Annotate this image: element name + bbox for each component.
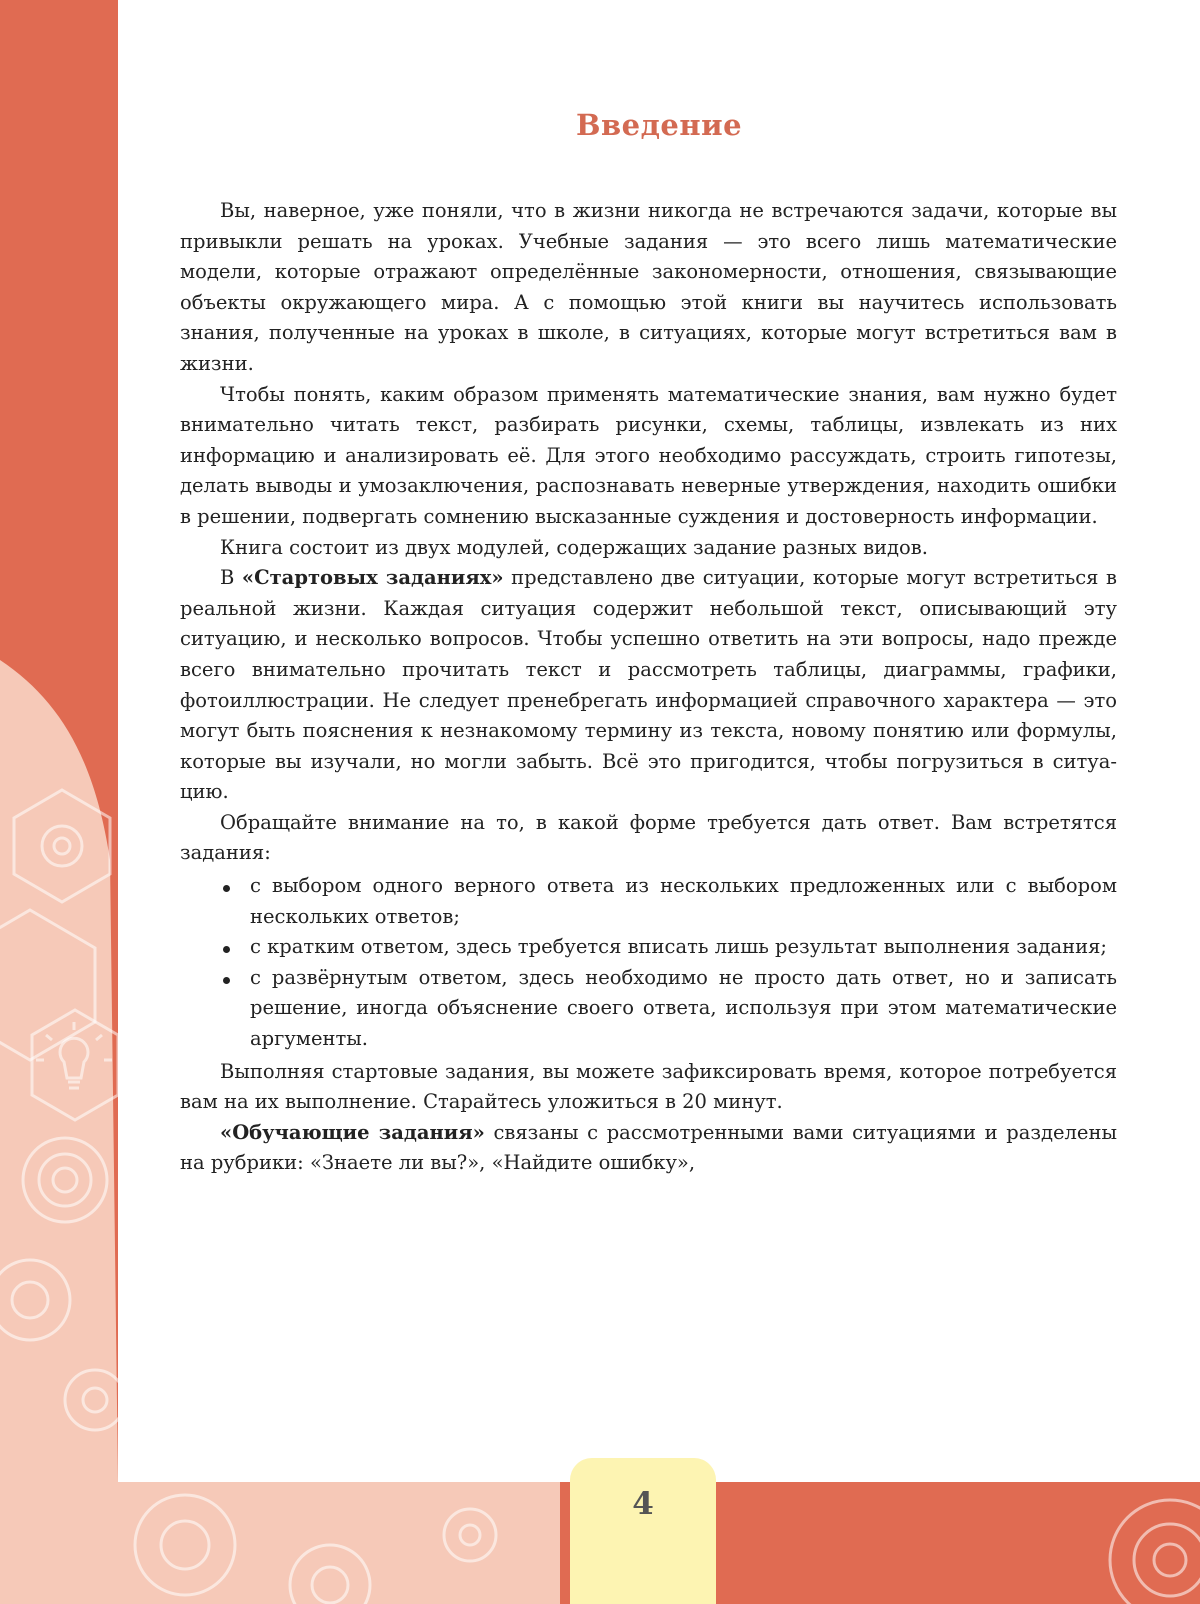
- paragraph-lead: В: [220, 566, 242, 590]
- gear-icon: [1134, 1524, 1200, 1596]
- paragraph: Книга состоит из двух модулей, содержащих задание разных видов.: [220, 535, 928, 559]
- task-types-list: [180, 871, 1117, 1055]
- page-number-tab: [570, 1458, 716, 1604]
- page-title: Введение: [575, 108, 743, 142]
- list-item: с развёрнутым ответом, здесь необходимо не просто дать ответ, но и записать решение, иногда объяснение своего ответа, используя при этом математические аргументы.: [180, 963, 1117, 1055]
- paragraph-text: связаны с рассмотренными вами ситуациями и разделены на рубрики: «Знаете ли вы?», «Найдите ошибку»,: [180, 1120, 1117, 1175]
- bold-term: «Стартовых заданиях»: [241, 566, 504, 590]
- bold-term: «Обучающие задания»: [220, 1120, 485, 1144]
- paragraph: [180, 1118, 1117, 1179]
- paragraph: Чтобы понять, каким образом применять математические знания, вам нужно будет внимательно читать текст, разбирать рисунки, схемы, таблицы, извлекать из них информацию и анализировать её. Для этого необходимо рассуждать, строить гипотезы, делать выводы и умозаключения, распознавать неверные утверждения, находить ошибки в решении, подвергать сомнению высказанные суждения и достоверность информации.: [180, 382, 1117, 528]
- paragraph: Обращайте внимание на то, в какой форме требуется дать ответ. Вам встретятся задания:: [180, 810, 1117, 865]
- list-item: с выбором одного верного ответа из нескольких предложенных или с выбором нескольких ответов;: [180, 871, 1117, 932]
- paragraph: [180, 563, 1117, 808]
- gear-icon: [1154, 1544, 1186, 1576]
- page-number: 4: [632, 1486, 654, 1522]
- body-text: [180, 196, 1117, 1179]
- paragraph: Вы, наверное, уже поняли, что в жизни никогда не встречаются задачи, которые вы привыкли решать на уроках. Учебные задания — это всего лишь математические модели, которые отражают определённые закономерности, отношения, связывающие объекты окружающего мира. А с помощью этой книги вы научитесь использовать знания, полученные на уроках в школе, в ситуациях, которые могут встретиться вам в жизни.: [180, 199, 1117, 375]
- list-item: с кратким ответом, здесь требуется вписать лишь результат выполнения задания;: [180, 932, 1117, 963]
- paragraph: Выполняя стартовые задания, вы можете зафиксировать время, которое потребуется вам на их выполнение. Старайтесь уложиться в 20 минут.: [180, 1059, 1117, 1114]
- paragraph-text: представлено две ситуации, которые могут встретиться в реальной жизни. Каждая ситуация содержит небольшой текст, описывающий эту ситуацию, и несколько вопросов. Чтобы успешно ответить на эти вопросы, надо прежде всего внимательно прочитать текст и рассмотреть таблицы, диаграммы, графики, фотоиллюстрации. Не следует пренебрегать информацией справочного характера — это могут быть пояснения к незнакомому термину из текста, новому понятию или формулы, которые вы изучали, но могли забыть. Всё это пригодится, чтобы погрузиться в ситуацию.: [180, 566, 1117, 804]
